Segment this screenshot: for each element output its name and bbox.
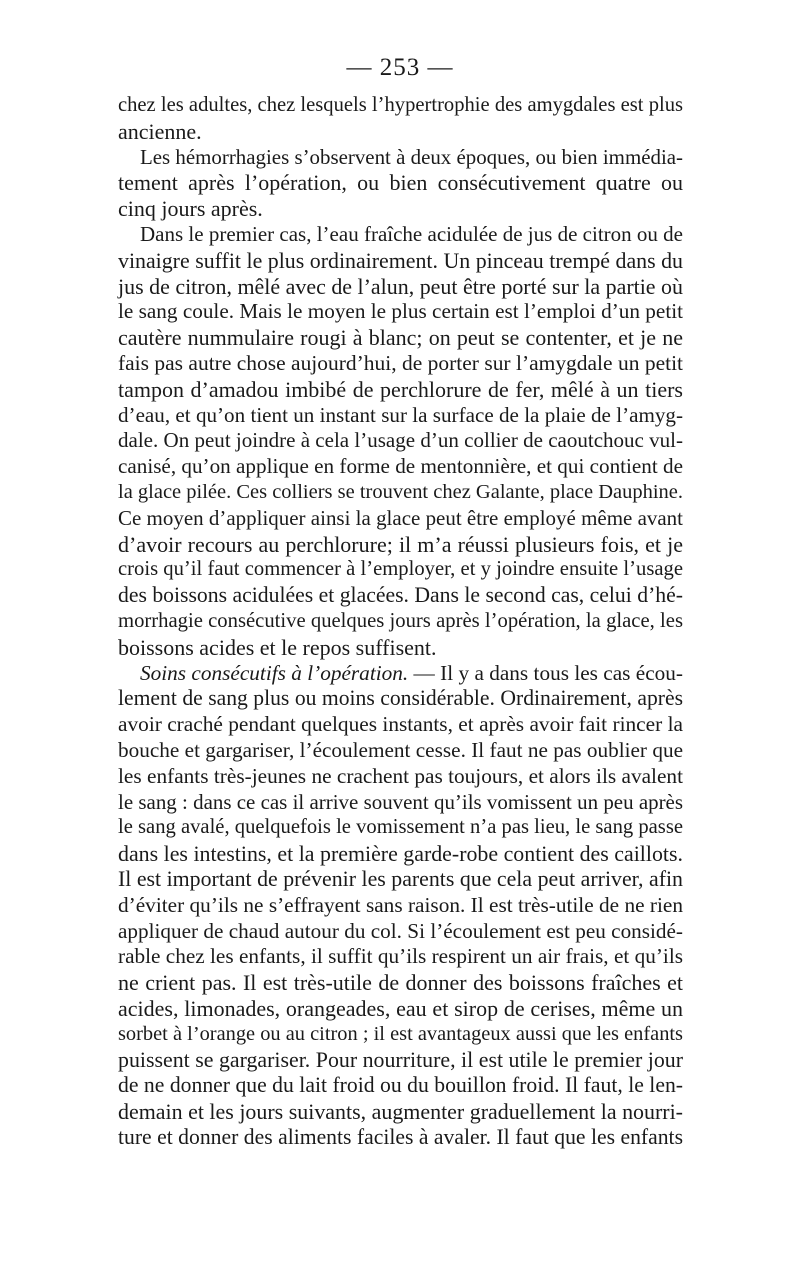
text-line: avoir craché pendant quelques instants, et après avoir fait rincer la [118,712,683,737]
text-line: appliquer de chaud autour du col. Si l’écoulement est peu considé- [118,918,683,943]
text-line: les enfants très-jeunes ne crachent pas toujours, et alors ils avalent [118,763,683,788]
text-line: morrhagie consécutive quelques jours après l’opération, la glace, les [118,609,683,632]
text-line: demain et les jours suivants, augmenter graduellement la nourri- [118,1099,683,1125]
text-line: le sang avalé, quelquefois le vomissement n’a pas lieu, le sang passe [118,816,683,839]
text-line: le sang : dans ce cas il arrive souvent qu’ils vomissent un peu après [118,789,683,814]
text-line: tampon d’amadou imbibé de perchlorure de fer, mêlé à un tiers [118,376,683,402]
text-line: rable chez les enfants, il suffit qu’ils respirent un air frais, et qu’ils [118,944,683,969]
text-line: ne crient pas. Il est très-utile de donner des boissons fraîches et [118,970,683,996]
text-line: acides, limonades, orangeades, eau et sirop de cerises, même un [118,995,683,1021]
body-text [118,93,683,1151]
text-line: vinaigre suffit le plus ordinairement. Un pinceau trempé dans du [118,247,683,273]
text-line: canisé, qu’on applique en forme de mentonnière, et qui contient de [118,454,683,479]
text-line: crois qu’il faut commencer à l’employer, et y joindre ensuite l’usage [118,558,683,581]
text-line: cautère nummulaire rougi à blanc; on peut se contenter, et je ne [118,325,683,351]
text-line: lement de sang plus ou moins considérable. Ordinairement, après [118,686,683,711]
text-line: d’avoir recours au perchlorure; il m’a réussi plusieurs fois, et je [118,531,683,557]
text-line: ancienne. [118,118,202,144]
text-line: fais pas autre chose aujourd’hui, de porter sur l’amygdale un petit [118,350,683,375]
text-line: Les hémorrhagies s’observent à deux époques, ou bien immédia- [140,144,683,169]
text-line: Il est important de prévenir les parents que cela peut arriver, afin [118,866,683,891]
text-line: des boissons acidulées et glacées. Dans le second cas, celui d’hé- [118,583,683,608]
text-line: chez les adultes, chez lesquels l’hypertrophie des amygdales est plus [118,94,683,116]
section-heading: Soins consécutifs à l’opération. [140,660,409,685]
text-line: d’eau, et qu’on tient un instant sur la surface de la plaie de l’amyg- [118,402,683,427]
text-line: puissent se gargariser. Pour nourriture, il est utile le premier jour [118,1047,683,1073]
text-line: boissons acides et le repos suffisent. [118,634,437,660]
text-line: ture et donner des aliments faciles à avaler. Il faut que les enfants [118,1124,683,1149]
section-heading-line: Soins consécutifs à l’opération. — Il y a dans tous les cas écou- [140,660,683,685]
text-line: jus de citron, mêlé avec de l’alun, peut être porté sur la partie où [118,273,683,299]
text-line: tement après l’opération, ou bien consécutivement quatre ou [118,170,683,196]
text-line: dale. On peut joindre à cela l’usage d’un collier de caoutchouc vul- [118,428,683,453]
text-line: bouche et gargariser, l’écoulement cesse. Il faut ne pas oublier que [118,737,683,762]
text-line: cinq jours après. [118,196,263,222]
text-line: la glace pilée. Ces colliers se trouvent chez Galante, place Dauphine. [118,480,683,503]
text-line: dans les intestins, et la première garde-robe contient des caillots. [118,841,683,867]
text-line: le sang coule. Mais le moyen le plus certain est l’emploi d’un petit [118,299,683,324]
page-number: — 253 — [346,54,454,81]
text-line: de ne donner que du lait froid ou du bouillon froid. Il faut, le len- [118,1073,683,1098]
text-line: d’éviter qu’ils ne s’effrayent sans raison. Il est très-utile de ne rien [118,892,683,917]
text-line: Ce moyen d’appliquer ainsi la glace peut être employé même avant [118,505,683,530]
text-line: Dans le premier cas, l’eau fraîche acidulée de jus de citron ou de [140,221,683,246]
text-line: sorbet à l’orange ou au citron ; il est avantageux aussi que les enfants [118,1022,683,1045]
